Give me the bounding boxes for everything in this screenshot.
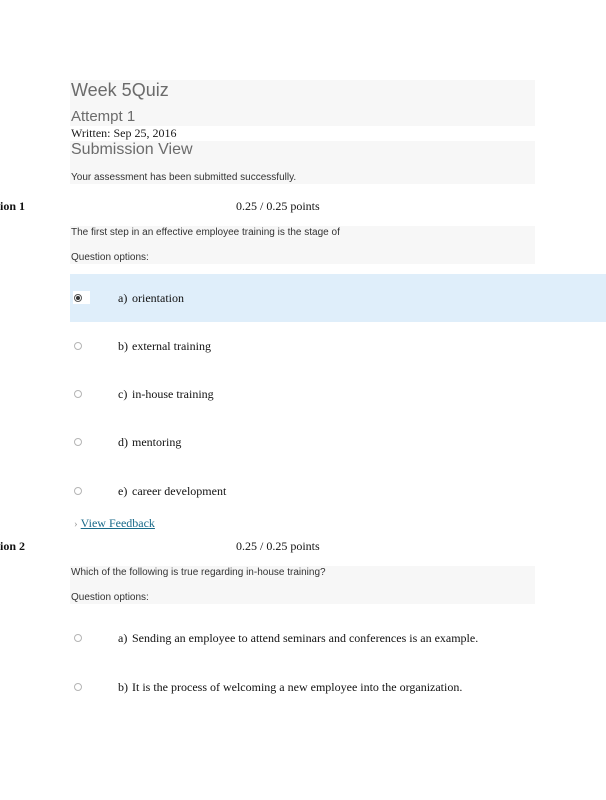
option-letter: d) [118,435,128,449]
option-letter: a) [118,291,128,305]
radio-button[interactable] [74,487,82,495]
question-1-option-d[interactable] [70,418,606,466]
view-feedback-link[interactable]: View Feedback [80,516,155,530]
question-1-option-a[interactable] [70,274,606,322]
question-1-label: ion 1 [0,199,26,213]
option-letter: e) [118,484,128,498]
radio-button[interactable] [74,634,82,642]
question-1-points: 0.25 / 0.25 points [236,199,320,213]
submission-view-title: Submission View [71,141,193,158]
question-2-label: ion 2 [0,539,26,553]
radio-button-selected[interactable] [74,294,82,302]
question-2-text: Which of the following is true regarding in-house training? [71,567,326,578]
radio-button[interactable] [74,683,82,691]
chevron-right-icon[interactable]: › [74,518,78,530]
question-1-text: The first step in an effective employee training is the stage of [71,227,340,238]
option-text: mentoring [132,435,182,449]
question-1-option-b[interactable] [70,322,606,370]
option-letter: b) [118,339,128,353]
option-letter: a) [118,631,128,645]
question-2-option-a[interactable] [70,614,606,662]
option-text: Sending an employee to attend seminars and conferences is an example. [132,631,479,645]
question-2-option-b[interactable] [70,663,606,711]
question-1-option-e[interactable] [70,467,606,515]
option-text: external training [132,339,211,353]
option-text: It is the process of welcoming a new employee into the organization. [132,680,463,694]
attempt-label: Attempt 1 [71,108,136,125]
question-1-option-c[interactable] [70,370,606,418]
question-2-options-label: Question options: [71,592,149,603]
quiz-title: Week 5Quiz [71,80,169,100]
submission-status-message: Your assessment has been submitted successfully. [71,172,297,183]
option-text: orientation [132,291,184,305]
question-1-options-label: Question options: [71,252,149,263]
radio-button[interactable] [74,438,82,446]
radio-button[interactable] [74,342,82,350]
option-text: career development [132,484,227,498]
option-letter: b) [118,680,128,694]
view-feedback[interactable] [74,516,155,531]
written-date: Written: Sep 25, 2016 [71,126,177,140]
option-letter: c) [118,387,128,401]
radio-button[interactable] [74,390,82,398]
option-text: in-house training [132,387,214,401]
question-2-points: 0.25 / 0.25 points [236,539,320,553]
